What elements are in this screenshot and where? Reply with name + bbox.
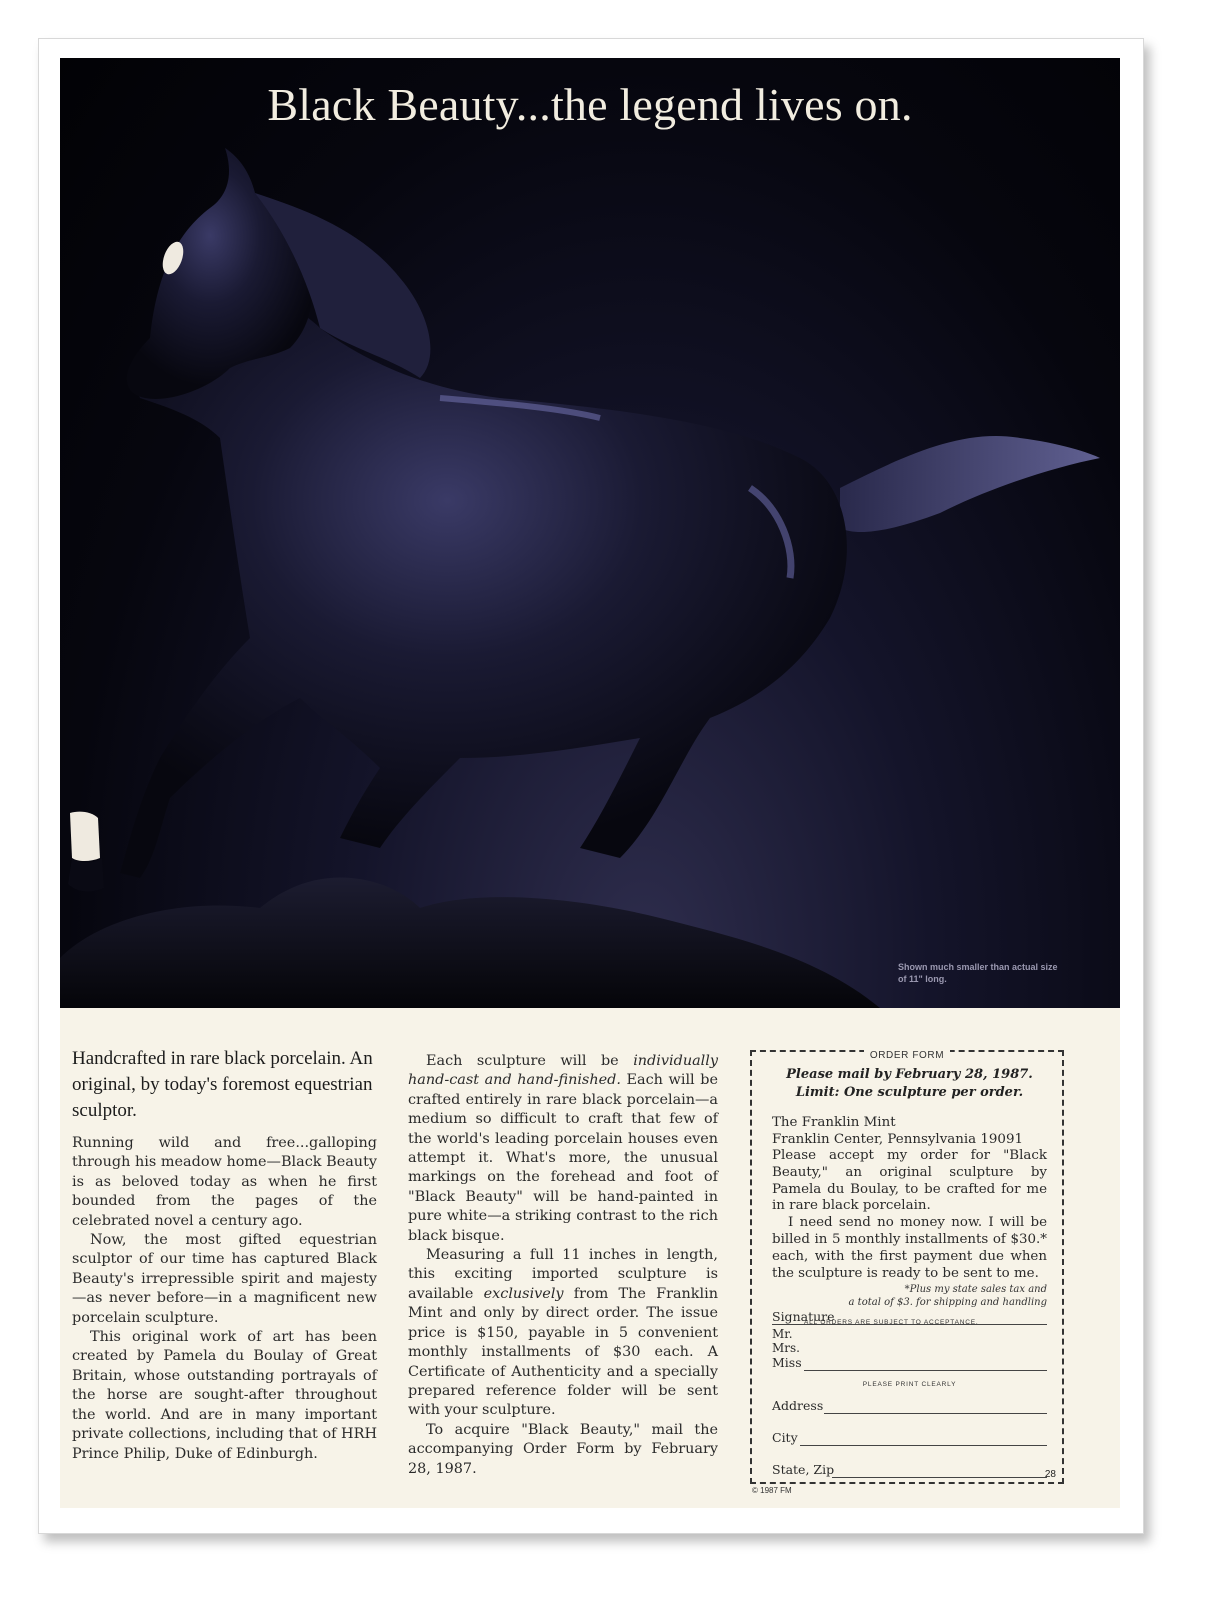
subheading: Handcrafted in rare black porcelain. An original, by today's foremost equestrian sculptor.	[72, 1048, 373, 1121]
company-name: The Franklin Mint	[772, 1115, 896, 1130]
order-paragraph: I need send no money now. I will be billed in 5 monthly installments of $30.* each, with the first payment due when the sculpture is ready to be sent to me.	[772, 1215, 1047, 1281]
copyright: © 1987 FM	[752, 1486, 792, 1495]
form-code: 28	[1044, 1469, 1056, 1480]
column-left	[72, 1046, 377, 1464]
hero-photo	[60, 58, 1120, 1008]
body-paragraph: This original work of art has been created by Pamela du Boulay of Great Britain, whose outstanding portrayals of the horse are sought-after throughout the world. And are in many important private collections, including that of HRH Prince Philip, Duke of Edinburgh.	[72, 1329, 377, 1462]
copy-area	[60, 1008, 1120, 1508]
photo-caption: Shown much smaller than actual size of 11" long.	[898, 962, 1058, 984]
body-paragraph: Now, the most gifted equestrian sculptor of our time has captured Black Beauty's irrepressible spirit and majesty—as never before—in a magnificent new porcelain sculpture.	[72, 1232, 377, 1326]
column-middle	[408, 1052, 718, 1479]
headline: Black Beauty...the legend lives on.	[267, 79, 913, 130]
order-paragraph: Please accept my order for "Black Beauty," an original sculpture by Pamela du Boulay, to be crafted for me in rare black porcelain.	[772, 1148, 1047, 1214]
title-mrs: Mrs.	[772, 1341, 800, 1356]
order-deadline: Please mail by February 28, 1987.	[786, 1067, 1033, 1082]
body-paragraph: To acquire "Black Beauty," mail the accompanying Order Form by February 28, 1987.	[408, 1421, 718, 1477]
state-zip-field[interactable]: State, Zip	[772, 1462, 1047, 1480]
address-field[interactable]: Address	[772, 1398, 1047, 1416]
acceptance-note: ALL ORDERS ARE SUBJECT TO ACCEPTANCE.	[804, 1319, 979, 1327]
body-paragraph: Running wild and free...galloping through his meadow home—Black Beauty is as beloved today as when he first bounded from the pages of the celebrated novel a century ago.	[72, 1135, 377, 1229]
order-limit: Limit: One sculpture per order.	[795, 1085, 1024, 1100]
signature-field[interactable]: Signature	[772, 1309, 1047, 1327]
company-address: Franklin Center, Pennsylvania 19091	[772, 1132, 1023, 1147]
horse-sculpture-illustration	[60, 58, 1120, 1008]
body-paragraph: Each sculpture will be individually hand-cast and hand-finished. Each will be crafted entirely in rare black porcelain—a medium so difficult to craft that few of the world's leading porcelain houses even attempt it. What's more, the unusual markings on the forehead and foot of "Black Beauty" will be hand-painted in pure white—a striking contrast to the rich black bisque.	[408, 1053, 718, 1244]
body-paragraph: Measuring a full 11 inches in length, this exciting imported sculpture is available exclusively from The Franklin Mint and only by direct order. The issue price is $150, payable in 5 convenient monthly installments of $30 each. A Certificate of Authenticity and a specially prepared reference folder will be sent with your sculpture.	[408, 1247, 718, 1419]
order-form-title: ORDER FORM	[864, 1050, 950, 1061]
title-mr: Mr.	[772, 1327, 793, 1342]
print-note: PLEASE PRINT CLEARLY	[862, 1381, 957, 1389]
tax-note: *Plus my state sales tax and a total of $3. for shipping and handling	[848, 1284, 1047, 1309]
order-form	[750, 1050, 1064, 1484]
name-field[interactable]: Miss	[772, 1355, 1047, 1373]
city-field[interactable]: City	[772, 1430, 1047, 1448]
